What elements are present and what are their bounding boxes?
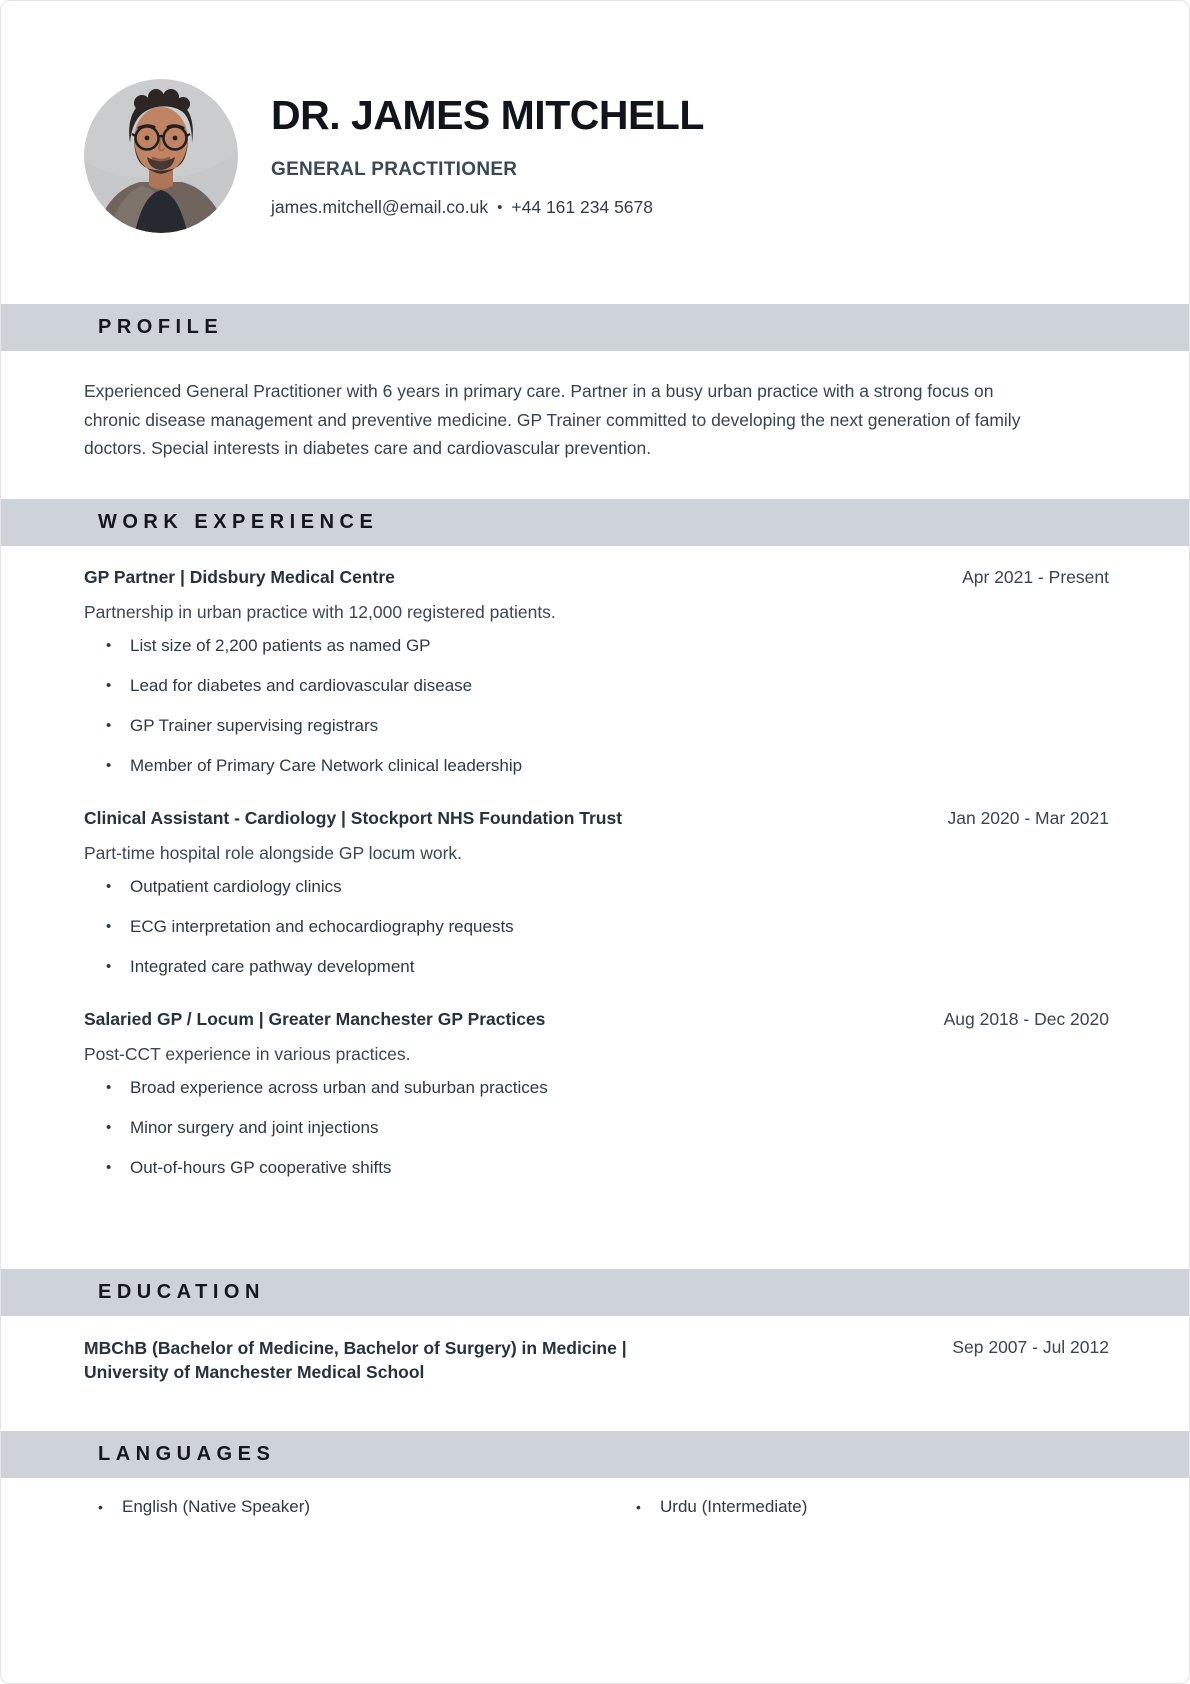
job-bullet-text: Broad experience across urban and suburban practices bbox=[130, 1077, 548, 1097]
education-heading: EDUCATION bbox=[98, 1280, 265, 1303]
job-summary: Partnership in urban practice with 12,000 registered patients. bbox=[84, 601, 556, 622]
job-bullet bbox=[84, 916, 1109, 938]
job-entry bbox=[84, 807, 1109, 978]
job-bullet bbox=[84, 1077, 1109, 1099]
job-bullet-text: Lead for diabetes and cardiovascular disease bbox=[130, 675, 473, 695]
job-bullet bbox=[84, 635, 1109, 657]
work-experience-section bbox=[1, 546, 1189, 1269]
bullet-icon: • bbox=[106, 1078, 112, 1096]
section-bar-work-experience bbox=[1, 499, 1189, 546]
profile-photo bbox=[84, 79, 238, 233]
language-item bbox=[636, 1496, 1109, 1518]
job-bullet-text: Minor surgery and joint injections bbox=[130, 1117, 379, 1137]
education-section bbox=[1, 1316, 1189, 1431]
job-entry bbox=[84, 1008, 1109, 1179]
job-entry bbox=[84, 566, 1109, 777]
language-item bbox=[98, 1496, 636, 1518]
bullet-icon: • bbox=[106, 756, 112, 774]
job-summary: Part-time hospital role alongside GP locum work. bbox=[84, 842, 463, 863]
job-title-row bbox=[84, 566, 1109, 588]
email-text: james.mitchell@email.co.uk bbox=[271, 196, 489, 217]
education-dates: Sep 2007 - Jul 2012 bbox=[952, 1336, 1109, 1357]
bullet-icon: • bbox=[106, 716, 112, 734]
job-bullet-text: Out-of-hours GP cooperative shifts bbox=[130, 1157, 392, 1177]
job-bullet-list bbox=[84, 876, 1109, 978]
header bbox=[1, 1, 1189, 233]
bullet-icon: • bbox=[106, 877, 112, 895]
job-bullet bbox=[84, 755, 1109, 777]
job-summary: Post-CCT experience in various practices. bbox=[84, 1043, 411, 1064]
candidate-name: DR. JAMES MITCHELL bbox=[271, 92, 704, 139]
contact-line bbox=[271, 197, 704, 218]
job-bullet-list bbox=[84, 1077, 1109, 1179]
education-degree bbox=[84, 1336, 627, 1385]
job-title-row bbox=[84, 807, 1109, 829]
job-title: GP Partner | Didsbury Medical Centre bbox=[84, 566, 395, 587]
job-bullet bbox=[84, 715, 1109, 737]
job-bullet-text: ECG interpretation and echocardiography requests bbox=[130, 916, 514, 936]
languages-heading: LANGUAGES bbox=[98, 1442, 276, 1465]
profile-text: Experienced General Practitioner with 6 years in primary care. Partner in a busy urban practice with a strong focus on chronic disease management and preventive medicine. GP Trainer committed to developing the next generation of family doctors. Special interests in diabetes care and cardiovascular prevention. bbox=[84, 381, 1021, 458]
section-bar-languages bbox=[1, 1431, 1189, 1478]
section-bar-profile bbox=[1, 304, 1189, 351]
job-dates: Jan 2020 - Mar 2021 bbox=[947, 807, 1109, 828]
job-bullet-list bbox=[84, 635, 1109, 777]
job-title-row bbox=[84, 1008, 1109, 1030]
candidate-title: GENERAL PRACTITIONER bbox=[271, 158, 518, 180]
section-bar-education bbox=[1, 1269, 1189, 1316]
education-entry bbox=[84, 1336, 1109, 1385]
job-bullet bbox=[84, 1117, 1109, 1139]
education-degree-line1: MBChB (Bachelor of Medicine, Bachelor of Surgery) in Medicine | bbox=[84, 1337, 627, 1358]
job-title: Clinical Assistant - Cardiology | Stockport NHS Foundation Trust bbox=[84, 807, 623, 828]
phone-text: +44 161 234 5678 bbox=[511, 196, 654, 217]
languages-section bbox=[1, 1478, 1189, 1518]
identity-block bbox=[271, 94, 704, 217]
job-bullet bbox=[84, 956, 1109, 978]
language-text: English (Native Speaker) bbox=[122, 1496, 311, 1516]
dot-separator-icon: • bbox=[497, 198, 503, 216]
education-degree-line2: University of Manchester Medical School bbox=[84, 1362, 425, 1382]
profile-section bbox=[1, 351, 1189, 499]
job-bullet-text: Integrated care pathway development bbox=[130, 956, 415, 976]
bullet-icon: • bbox=[636, 1498, 641, 1515]
profile-heading: PROFILE bbox=[98, 316, 224, 338]
job-bullet-text: List size of 2,200 patients as named GP bbox=[130, 635, 431, 655]
job-bullet-text: GP Trainer supervising registrars bbox=[130, 715, 379, 735]
job-dates: Apr 2021 - Present bbox=[962, 566, 1109, 587]
portrait-illustration bbox=[84, 79, 238, 233]
bullet-icon: • bbox=[106, 957, 112, 975]
bullet-icon: • bbox=[106, 676, 112, 694]
job-bullet bbox=[84, 876, 1109, 898]
bullet-icon: • bbox=[106, 636, 112, 654]
bullet-icon: • bbox=[106, 917, 112, 935]
language-text: Urdu (Intermediate) bbox=[660, 1496, 808, 1516]
job-bullet bbox=[84, 675, 1109, 697]
languages-list bbox=[98, 1496, 1109, 1518]
bullet-icon: • bbox=[106, 1118, 112, 1136]
job-bullet-text: Member of Primary Care Network clinical leadership bbox=[130, 755, 523, 775]
work-experience-heading: WORK EXPERIENCE bbox=[98, 510, 379, 533]
job-dates: Aug 2018 - Dec 2020 bbox=[943, 1008, 1109, 1029]
header-spacer bbox=[1, 233, 1189, 304]
job-title: Salaried GP / Locum | Greater Manchester GP Practices bbox=[84, 1008, 546, 1029]
bullet-icon: • bbox=[98, 1498, 103, 1515]
job-bullet bbox=[84, 1157, 1109, 1179]
bullet-icon: • bbox=[106, 1158, 112, 1176]
job-bullet-text: Outpatient cardiology clinics bbox=[130, 876, 342, 896]
